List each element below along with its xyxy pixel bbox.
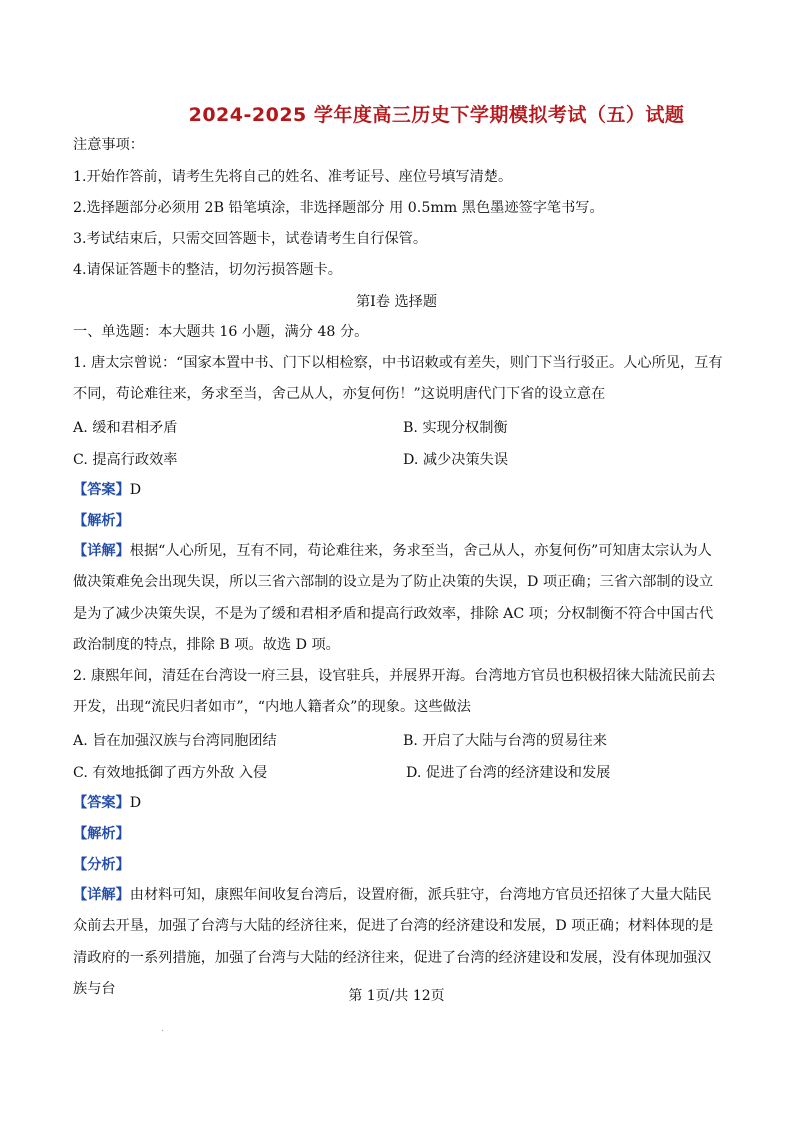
q1-option-c: C. 提高行政效率 bbox=[73, 452, 178, 468]
answer-value: D bbox=[129, 482, 142, 498]
q1-detail bbox=[73, 536, 723, 661]
answer-value: D bbox=[129, 795, 142, 811]
detail-tag: 【详解】 bbox=[73, 887, 130, 903]
page-title: 2024-2025 学年度高三历史下学期模拟考试（五）试题 bbox=[188, 104, 685, 126]
question-2-stem: 2. 康熙年间，清廷在台湾设一府三县，设官驻兵，并展界开海。台湾地方官员也积极招徕大陆流民前去开发，出现“流民归者如市”，“内地人籍者众”的现象。这些做法 bbox=[73, 668, 716, 716]
answer-tag: 【答案】 bbox=[73, 795, 130, 811]
detail-tag: 【详解】 bbox=[73, 543, 130, 559]
q1-option-a: A. 缓和君相矛盾 bbox=[73, 420, 178, 436]
q2-option-d: D. 促进了台湾的经济建设和发展 bbox=[406, 765, 611, 781]
notice-item: 3.考试结束后，只需交回答题卡，试卷请考生自行保管。 bbox=[73, 231, 428, 247]
q2-fenxi bbox=[73, 855, 130, 875]
detail-text: 由材料可知，康熙年间收复台湾后，设置府衙，派兵驻守，台湾地方官员还招徕了大量大陆民众前去开垦，加强了台湾与大陆的经济往来，促进了台湾的经济建设和发展，D 项正确；材料体现的是清政府的一系列措施，加强了台湾与大陆的经济往来，促进了台湾的经济建设和发展，没有体现加强汉族与台 bbox=[73, 887, 714, 997]
q2-answer bbox=[73, 793, 141, 813]
detail-text: 根据“人心所见，互有不同，苟论难往来，务求至当，舍己从人，亦复何伤”可知唐太宗认为人做决策难免会出现失误，所以三省六部制的设立是为了防止决策的失误，D 项正确；三省六部制的设立是为了减少决策失误，不是为了缓和君相矛盾和提高行政效率，排除 AC 项；分权制衡不符合中国古代政治制度的特点，排除 B 项。故选 D 项。 bbox=[73, 543, 714, 653]
fenxi-tag: 【分析】 bbox=[73, 857, 130, 873]
notice-item: 1.开始作答前，请考生先将自己的姓名、准考证号、座位号填写清楚。 bbox=[73, 169, 513, 185]
q2-option-c: C. 有效地抵御了西方外敌 入侵 bbox=[73, 765, 268, 781]
q1-option-b: B. 实现分权制衡 bbox=[403, 420, 508, 436]
notice-item: 4.请保证答题卡的整洁，切勿污损答题卡。 bbox=[73, 262, 342, 278]
notice-item: 2.选择题部分必须用 2B 铅笔填涂，非选择题部分 用 0.5mm 黑色墨迹签字笔书写。 bbox=[73, 200, 604, 216]
question-1-stem: 1. 唐太宗曾说：“国家本置中书、门下以相检察，中书诏敕或有差失，则门下当行驳正。人心所见，互有不同，苟论难往来，务求至当，舍己从人，亦复何伤！”这说明唐代门下省的设立意在 bbox=[73, 355, 723, 403]
page-footer: 第 1页/共 12页 bbox=[348, 988, 445, 1004]
page-mark: . bbox=[161, 1024, 164, 1034]
analysis-tag: 【解析】 bbox=[73, 513, 130, 529]
q2-option-b: B. 开启了大陆与台湾的贸易往来 bbox=[403, 733, 607, 749]
q2-option-a: A. 旨在加强汉族与台湾同胞团结 bbox=[73, 733, 277, 749]
q2-analysis bbox=[73, 824, 130, 844]
section-intro: 一、单选题：本大题共 16 小题，满分 48 分。 bbox=[73, 324, 369, 340]
q1-analysis bbox=[73, 511, 130, 531]
answer-tag: 【答案】 bbox=[73, 482, 130, 498]
q1-option-d: D. 减少决策失误 bbox=[403, 452, 509, 468]
analysis-tag: 【解析】 bbox=[73, 826, 130, 842]
section-title: 第Ⅰ卷 选择题 bbox=[355, 294, 438, 310]
notice-heading: 注意事项： bbox=[73, 137, 144, 153]
q1-answer bbox=[73, 480, 141, 500]
